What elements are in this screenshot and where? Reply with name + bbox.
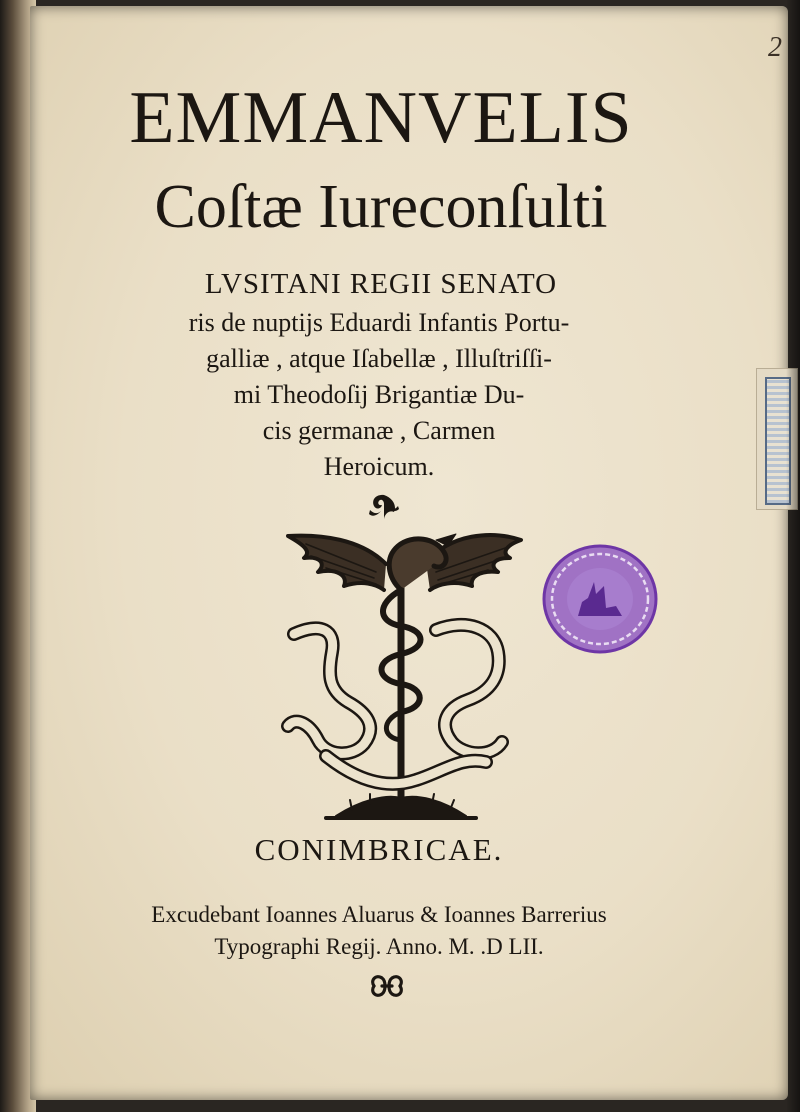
shelf-mark: 2	[768, 32, 782, 63]
body-line: cis germanæ , Carmen	[262, 416, 496, 445]
title-line-2: Coſtæ Iureconſulti	[154, 173, 608, 241]
fleuron-icon	[366, 970, 408, 1002]
library-stamp-icon	[540, 542, 660, 656]
page-edge-shadow	[786, 0, 800, 1112]
subtitle-line: LVSITANI REGII SENATO	[204, 268, 558, 300]
imprint-line-2: Typographi Regij. Anno. M. .D LII.	[214, 934, 544, 959]
body-line: ris de nuptijs Eduardi Infantis Portu-	[188, 308, 570, 337]
title-line-1: EMMANVELIS	[129, 77, 633, 159]
dragon-serpent-staff-icon	[266, 494, 536, 834]
imprint-line-1: Excudebant Ioannes Aluarus & Ioannes Barrerius	[151, 902, 607, 927]
body-line: mi Theodoſij Brigantiæ Du-	[233, 380, 525, 409]
body-line: Heroicum.	[323, 452, 435, 481]
title-page	[30, 6, 788, 1100]
place-of-printing: CONIMBRICAE.	[254, 832, 504, 867]
body-line: galliæ , atque Iſabellæ , Illuſtriſſi-	[206, 344, 552, 373]
